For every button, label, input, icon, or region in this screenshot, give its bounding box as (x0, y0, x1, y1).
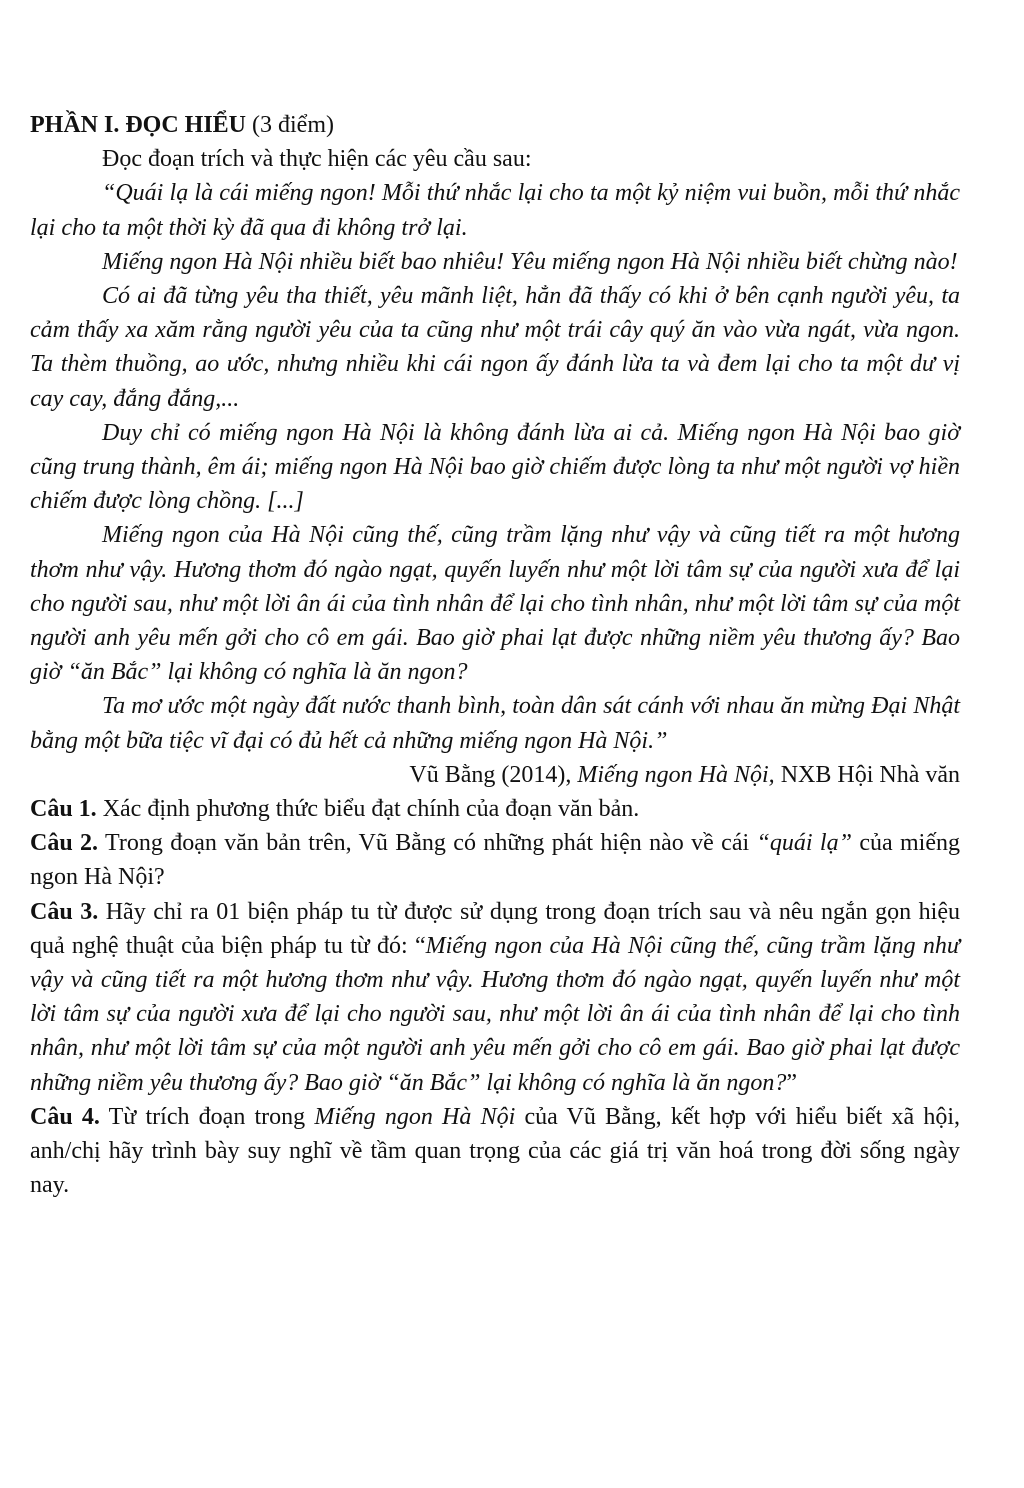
passage-paragraph: Miếng ngon của Hà Nội cũng thế, cũng trầm lặng như vậy và cũng tiết ra một hương thơm như vậy. Hương thơm đó ngào ngạt, quyến luyến như một lời tâm sự của người xưa để lại cho người sau, như một lời ân ái của tình nhân để lại cho tình nhân, như một lời tâm sự của một người anh yêu mến gởi cho cô em gái. Bao giờ phai lạt được những niềm yêu thương ấy? Bao giờ “ăn Bắc” lại không có nghĩa là ăn ngon? (30, 522, 960, 686)
source-author: Vũ Bằng (2014), (409, 761, 578, 788)
passage-paragraph: “Quái lạ là cái miếng ngon! Mỗi thứ nhắc lại cho ta một kỷ niệm vui buồn, mỗi thứ nhắc lại cho ta một thời kỳ đã qua đi không trở lại. (30, 180, 960, 241)
question-text: của Vũ Bằng, kết hợp với hiểu biết xã hội, anh/chị hãy trình bày suy nghĩ về tầm quan trọng của các giá trị văn hoá trong đời sống ngày nay. (30, 1103, 960, 1199)
question-text: Xác định phương thức biểu đạt chính của đoạn văn bản. (102, 796, 640, 823)
question-text: Từ trích đoạn trong (108, 1103, 315, 1130)
question-label: Câu 2. (30, 830, 99, 857)
exam-page (30, 108, 960, 1203)
passage-paragraph: Ta mơ ước một ngày đất nước thanh bình, toàn dân sát cánh với nhau ăn mừng Đại Nhật bằng một bữa tiệc vĩ đại có đủ hết cả những miếng ngon Hà Nội.” (30, 693, 960, 754)
question-text: của miếng ngon Hà Nội? (30, 830, 961, 891)
question-label: Câu 1. (30, 796, 97, 823)
reading-passage (30, 176, 960, 757)
question-work-title: Miếng ngon Hà Nội (314, 1103, 516, 1130)
source-title: Miếng ngon Hà Nội, (577, 761, 775, 788)
question-text: Hãy chỉ ra 01 biện pháp tu từ được sử dụng trong đoạn trích sau và nêu ngắn gọn hiệu quả nghệ thuật của biện pháp tu từ đó: “ (30, 898, 961, 959)
question-label: Câu 3. (30, 898, 99, 925)
passage-paragraph: Duy chỉ có miếng ngon Hà Nội là không đánh lừa ai cả. Miếng ngon Hà Nội bao giờ cũng trung thành, êm ái; miếng ngon Hà Nội bao giờ chiếm được lòng ta như một người vợ hiền chiếm được lòng chồng. [...] (30, 419, 960, 515)
question-1 (30, 792, 960, 826)
instruction-text: Đọc đoạn trích và thực hiện các yêu cầu sau: (102, 146, 532, 173)
question-3 (30, 895, 960, 1100)
question-label: Câu 4. (30, 1103, 100, 1130)
question-quoted-excerpt: Miếng ngon của Hà Nội cũng thế, cũng trầm lặng như vậy và cũng tiết ra một hương thơm như vậy. Hương thơm đó ngào ngạt, quyến luyến như một lời tâm sự của người xưa để lại cho người sau, như một lời ân ái của tình nhân để lại cho tình nhân, như một lời tâm sự của một người anh yêu mến gởi cho cô em gái. Bao giờ phai lạt được những niềm yêu thương ấy? Bao giờ “ăn Bắc” lại không có nghĩa là ăn ngon? (30, 932, 961, 1096)
passage-paragraph: Miếng ngon Hà Nội nhiều biết bao nhiêu! Yêu miếng ngon Hà Nội nhiều biết chừng nào! (102, 248, 958, 275)
question-2 (30, 826, 960, 894)
section-heading (30, 108, 960, 142)
passage-paragraph: Có ai đã từng yêu tha thiết, yêu mãnh liệt, hẳn đã thấy có khi ở bên cạnh người yêu, ta cảm thấy xa xăm rằng người yêu của ta cũng như một trái cây quý ăn vào vừa ngát, vừa ngon. Ta thèm thuồng, ao ước, nhưng nhiều khi cái ngon ấy đánh lừa ta và đem lại cho ta một dư vị cay cay, đắng đắng,... (30, 283, 960, 412)
source-publisher: NXB Hội Nhà văn (774, 761, 960, 788)
source-citation (30, 758, 960, 792)
question-4 (30, 1100, 960, 1203)
question-text: ” (786, 1069, 798, 1096)
question-text: Trong đoạn văn bản trên, Vũ Bằng có những phát hiện nào về cái (105, 830, 757, 857)
section-title: PHẦN I. ĐỌC HIỂU (30, 112, 247, 138)
section-points: (3 điểm) (246, 112, 334, 138)
question-emphasis: “quái lạ” (756, 830, 852, 857)
